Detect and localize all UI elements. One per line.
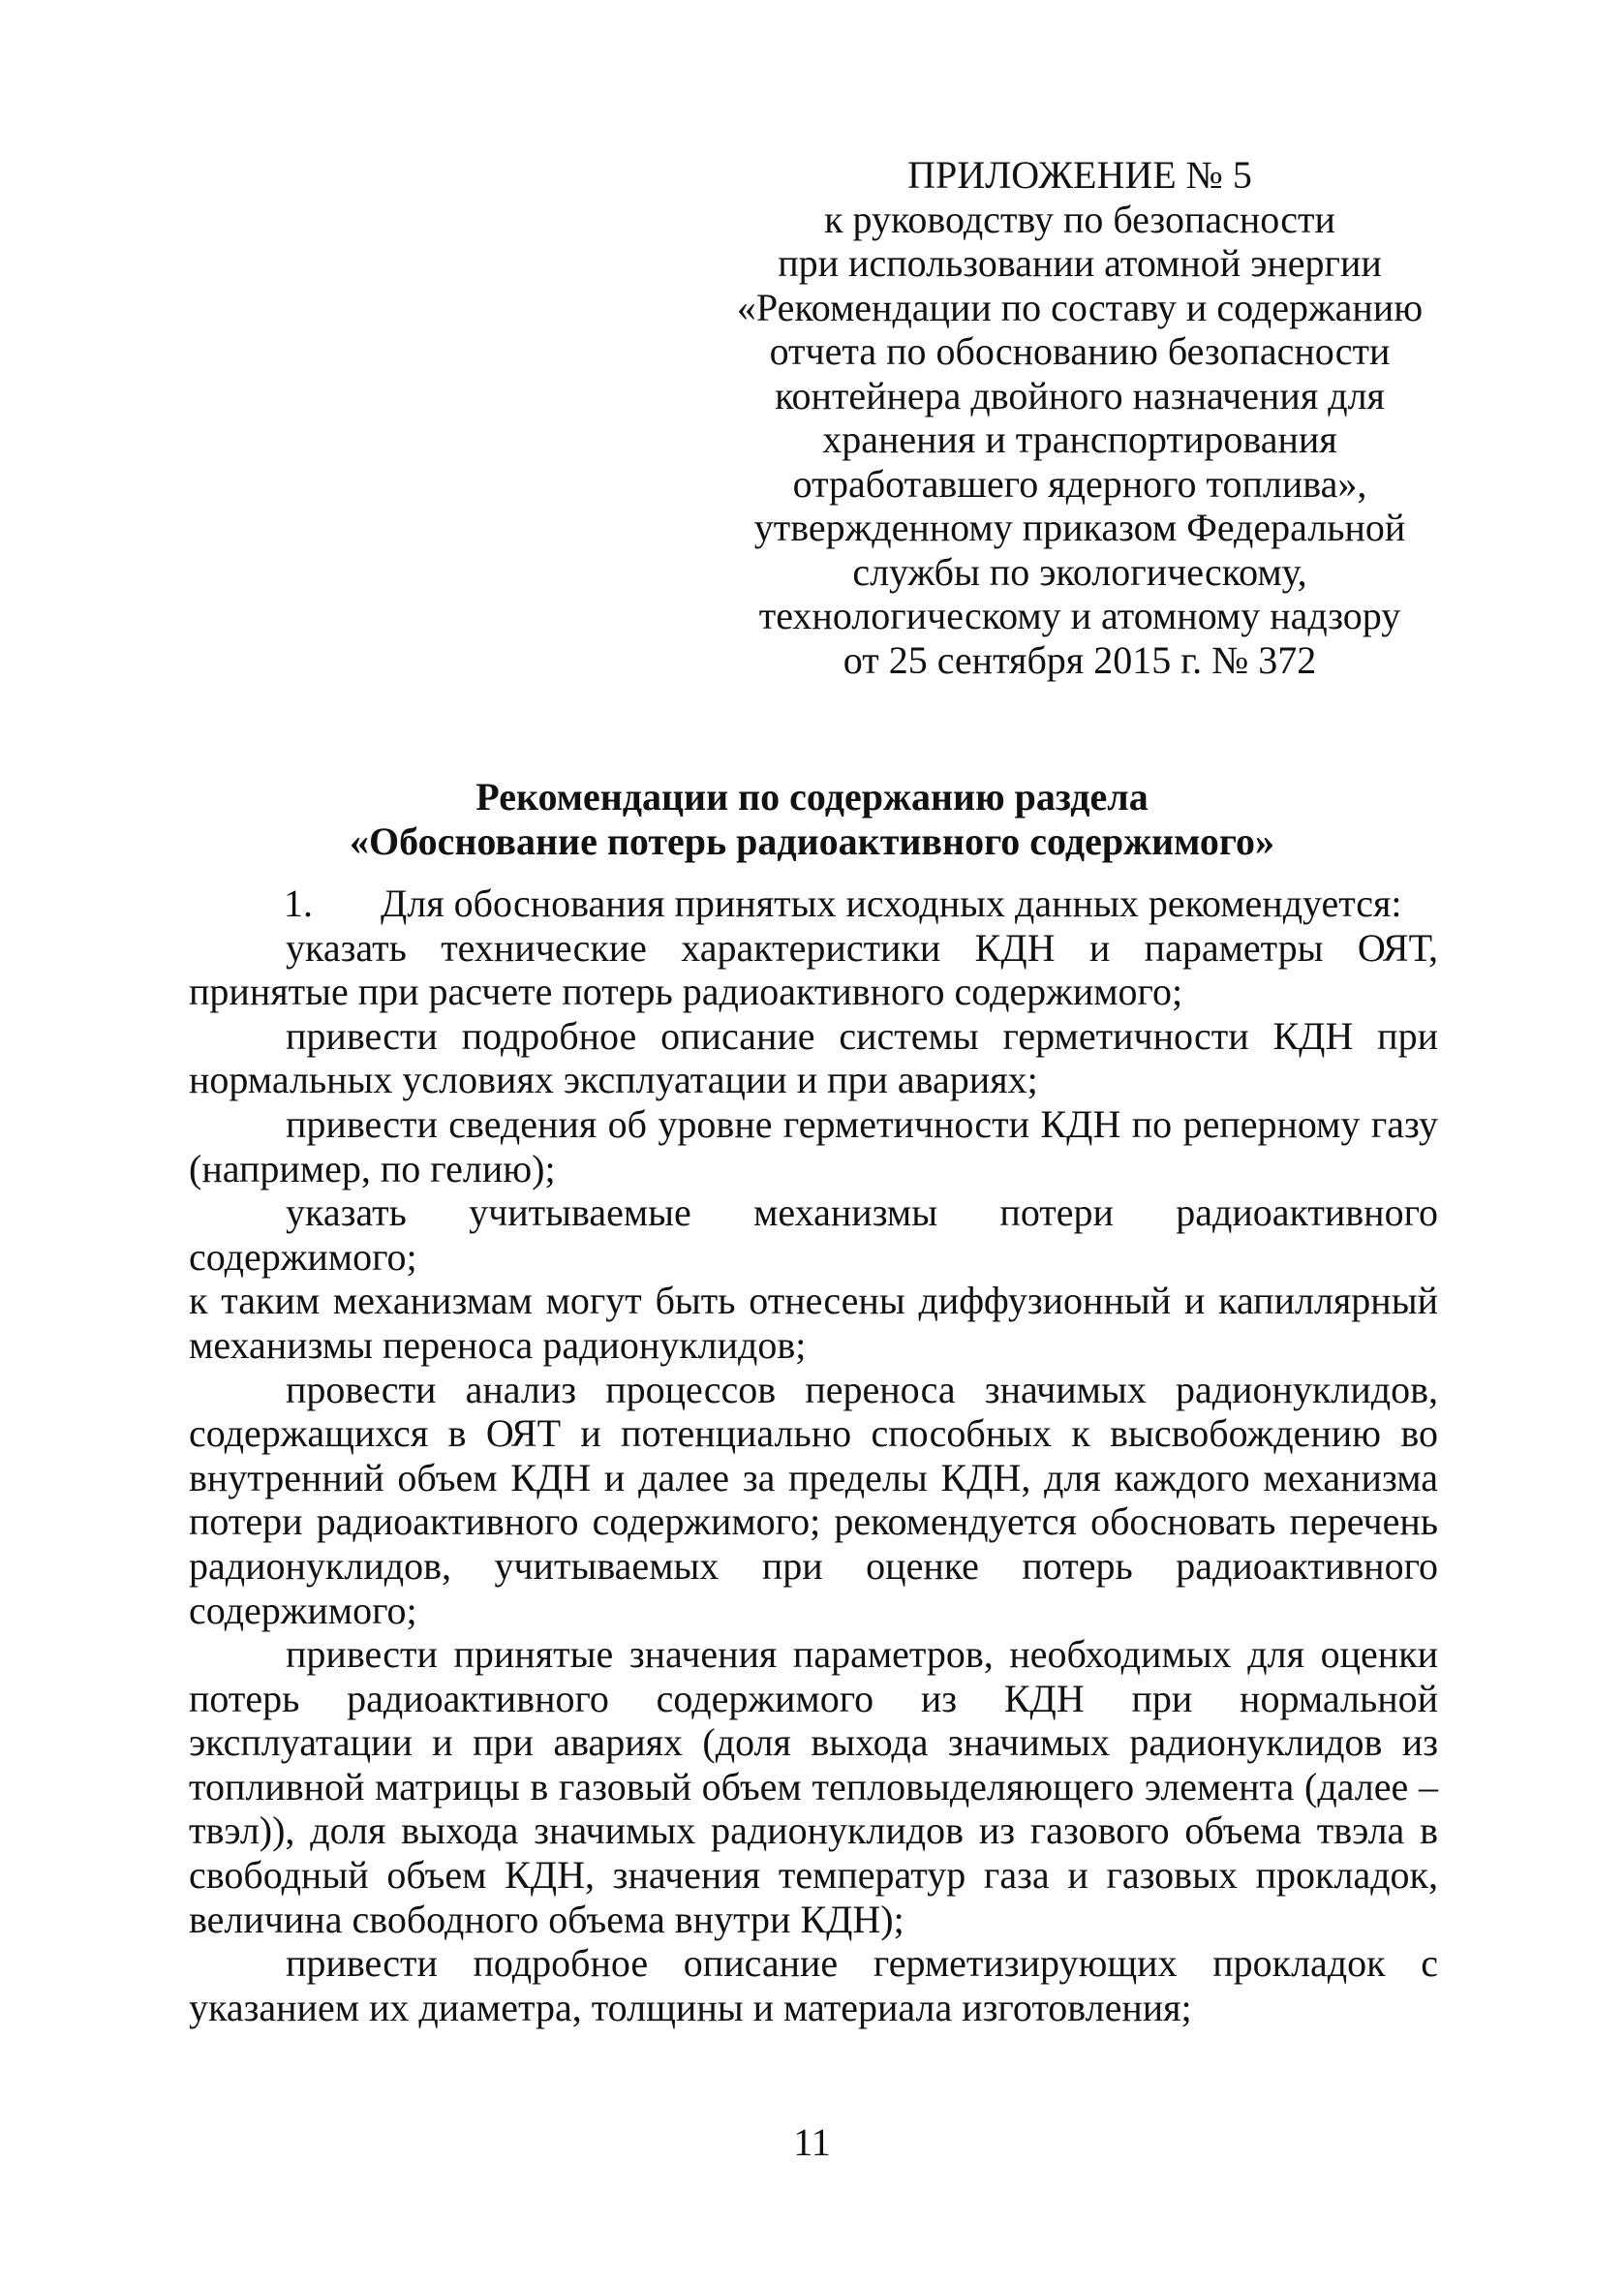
appendix-line: к руководству по безопасности [824, 197, 1335, 241]
appendix-line: отработавшего ядерного топлива», [792, 461, 1367, 506]
item-text: Для обоснования принятых исходных данных рекомендуется: [381, 881, 1402, 925]
section-title [194, 775, 1430, 864]
paragraph: привести подробное описание герметизирующих прокладок с указанием их диаметра, толщины и материала изготовления; [189, 1941, 1438, 2029]
section-title-line-1: Рекомендации по содержанию раздела [475, 775, 1149, 819]
paragraph: привести подробное описание системы герметичности КДН при нормальных условиях эксплуатации и при авариях; [189, 1013, 1438, 1102]
body-text [189, 881, 1438, 2029]
numbered-item [189, 881, 1438, 926]
appendix-line: службы по экологическому, [852, 549, 1307, 594]
appendix-header [712, 153, 1448, 682]
appendix-line: технологическому и атомному надзору [758, 594, 1401, 637]
appendix-line: ПРИЛОЖЕНИЕ № 5 [907, 153, 1252, 197]
appendix-line: «Рекомендации по составу и содержанию [736, 285, 1424, 329]
appendix-line: при использовании атомной энергии [778, 241, 1382, 285]
paragraph: провести анализ процессов переноса значимых радионуклидов, содержащихся в ОЯТ и потенциально способных к высвобождению во внутренний объем КДН и далее за пределы КДН, для каждого механизма потери радиоактивного содержимого; рекомендуется обосновать перечень радионуклидов, учитываемых при оценке потерь радиоактивного содержимого; [189, 1367, 1438, 1632]
appendix-line: утвержденному приказом Федеральной [753, 506, 1406, 549]
paragraph: привести принятые значения параметров, необходимых для оценки потерь радиоактивного содержимого из КДН при нормальной эксплуатации и при авариях (доля выхода значимых радионуклидов из топливной матрицы в газовый объем тепловыделяющего элемента (далее – твэл)), доля выхода значимых радионуклидов из газового объема твэла в свободный объем КДН, значения температур газа и газовых прокладок, величина свободного объема внутри КДН); [189, 1632, 1438, 1941]
appendix-line: отчета по обоснованию безопасности [769, 329, 1391, 373]
paragraph: указать технические характеристики КДН и параметры ОЯТ, принятые при расчете потерь радиоактивного содержимого; [189, 925, 1438, 1014]
appendix-line: от 25 сентября 2015 г. № 372 [843, 637, 1317, 682]
appendix-line: контейнера двойного назначения для [775, 373, 1385, 417]
appendix-line: хранения и транспортирования [822, 417, 1337, 461]
paragraph: указать учитываемые механизмы потери радиоактивного содержимого; [189, 1190, 1438, 1279]
paragraph: к таким механизмам могут быть отнесены диффузионный и капиллярный механизмы переноса радионуклидов; [189, 1279, 1438, 1367]
section-title-line-2: «Обоснование потерь радиоактивного содержимого» [349, 819, 1275, 863]
page-number: 11 [793, 2120, 831, 2164]
paragraph: привести сведения об уровне герметичности КДН по реперному газу (например, по гелию); [189, 1101, 1438, 1190]
item-number: 1. [284, 881, 313, 925]
